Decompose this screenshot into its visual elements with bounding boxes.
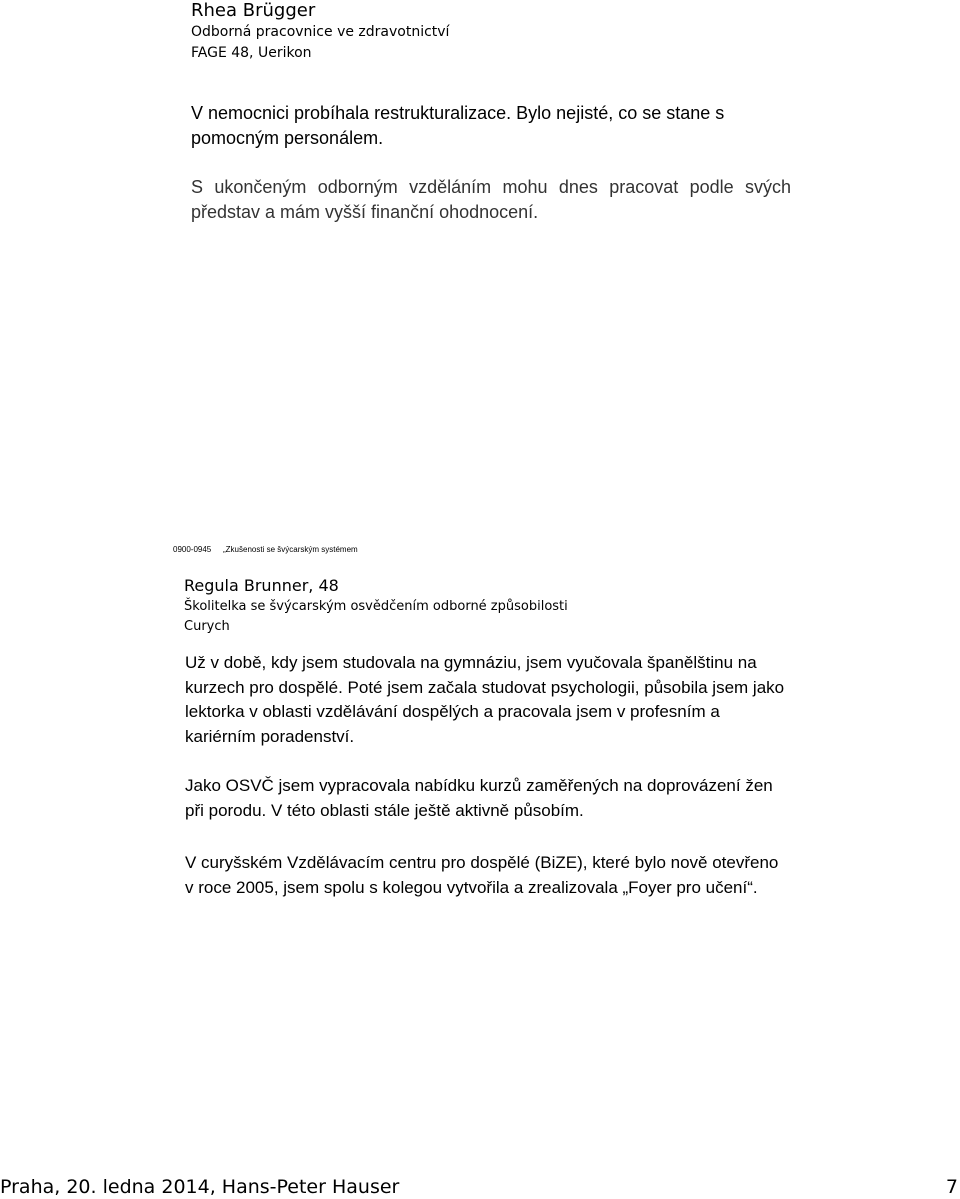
schedule-time: 0900-0945 <box>173 545 212 554</box>
speaker-role: Školitelka se švýcarským osvědčením odborné způsobilosti <box>184 599 568 614</box>
person-role: Odborná pracovnice ve zdravotnictví <box>191 24 450 40</box>
person-name: Rhea Brügger <box>191 0 316 21</box>
footer-caption: Praha, 20. ledna 2014, Hans-Peter Hauser <box>0 1176 400 1198</box>
speaker-name: Regula Brunner, 48 <box>184 576 339 595</box>
person-organization: FAGE 48, Uerikon <box>191 45 312 61</box>
speaker-block <box>184 575 568 637</box>
intro-paragraph-1: V nemocnici probíhala restrukturalizace. Bylo nejisté, co se stane s pomocným personálem. <box>191 103 725 148</box>
body-paragraph-1: Už v době, kdy jsem studovala na gymnáziu, jsem vyučovala španělštinu na kurzech pro dospělé. Poté jsem začala studovat psychologii, působila jsem jako lektorka v oblasti vzdělávání dospělých a pracovala jsem v profesním a kariérním poradenství. <box>185 653 785 746</box>
header <box>191 0 449 64</box>
intro-paragraph-2: S ukončeným odborným vzděláním mohu dnes pracovat podle svých představ a mám vyšší finanční ohodnocení. <box>191 177 791 222</box>
body-paragraph-2: Jako OSVČ jsem vypracovala nabídku kurzů zaměřených na doprovázení žen při porodu. V této oblasti stále ještě aktivně působím. <box>185 776 773 820</box>
schedule-title: „Zkušenosti se švýcarským systémem <box>223 545 358 554</box>
body-paragraph-3: V curyšském Vzdělávacím centru pro dospělé (BiZE), které bylo nově otevřeno v roce 2005, jsem spolu s kolegou vytvořila a zrealizovala „Foyer pro učení“. <box>185 853 779 897</box>
speaker-city: Curych <box>184 619 230 634</box>
page-number: 7 <box>945 1176 958 1198</box>
schedule-line <box>173 545 358 555</box>
